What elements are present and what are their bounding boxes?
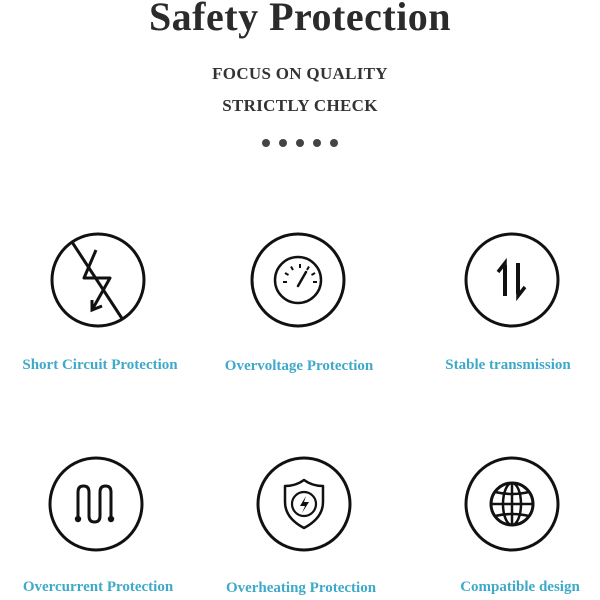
page-title: Safety Protection [148, 0, 452, 39]
short-circuit-icon [50, 232, 146, 328]
feature-label-stable: Stable transmission [445, 357, 571, 373]
subtitle-check: STRICTLY CHECK [222, 96, 378, 115]
feature-label-overvoltage: Overvoltage Protection [224, 358, 374, 374]
feature-label-short-circuit: Short Circuit Protection [22, 357, 178, 373]
transfer-arrows-icon [464, 232, 560, 328]
divider-dot [262, 139, 270, 147]
globe-icon [464, 456, 560, 552]
shield-bolt-icon [256, 456, 352, 552]
divider-dot [330, 139, 338, 147]
feature-label-overheating: Overheating Protection [225, 580, 377, 596]
feature-label-overcurrent: Overcurrent Protection [22, 579, 174, 595]
coil-icon [48, 456, 144, 552]
dot-divider [0, 136, 600, 150]
gauge-icon [250, 232, 346, 328]
feature-label-compatible: Compatible design [460, 579, 580, 595]
divider-dot [296, 139, 304, 147]
divider-dot [279, 139, 287, 147]
divider-dot [313, 139, 321, 147]
subtitle-quality: FOCUS ON QUALITY [212, 64, 388, 83]
